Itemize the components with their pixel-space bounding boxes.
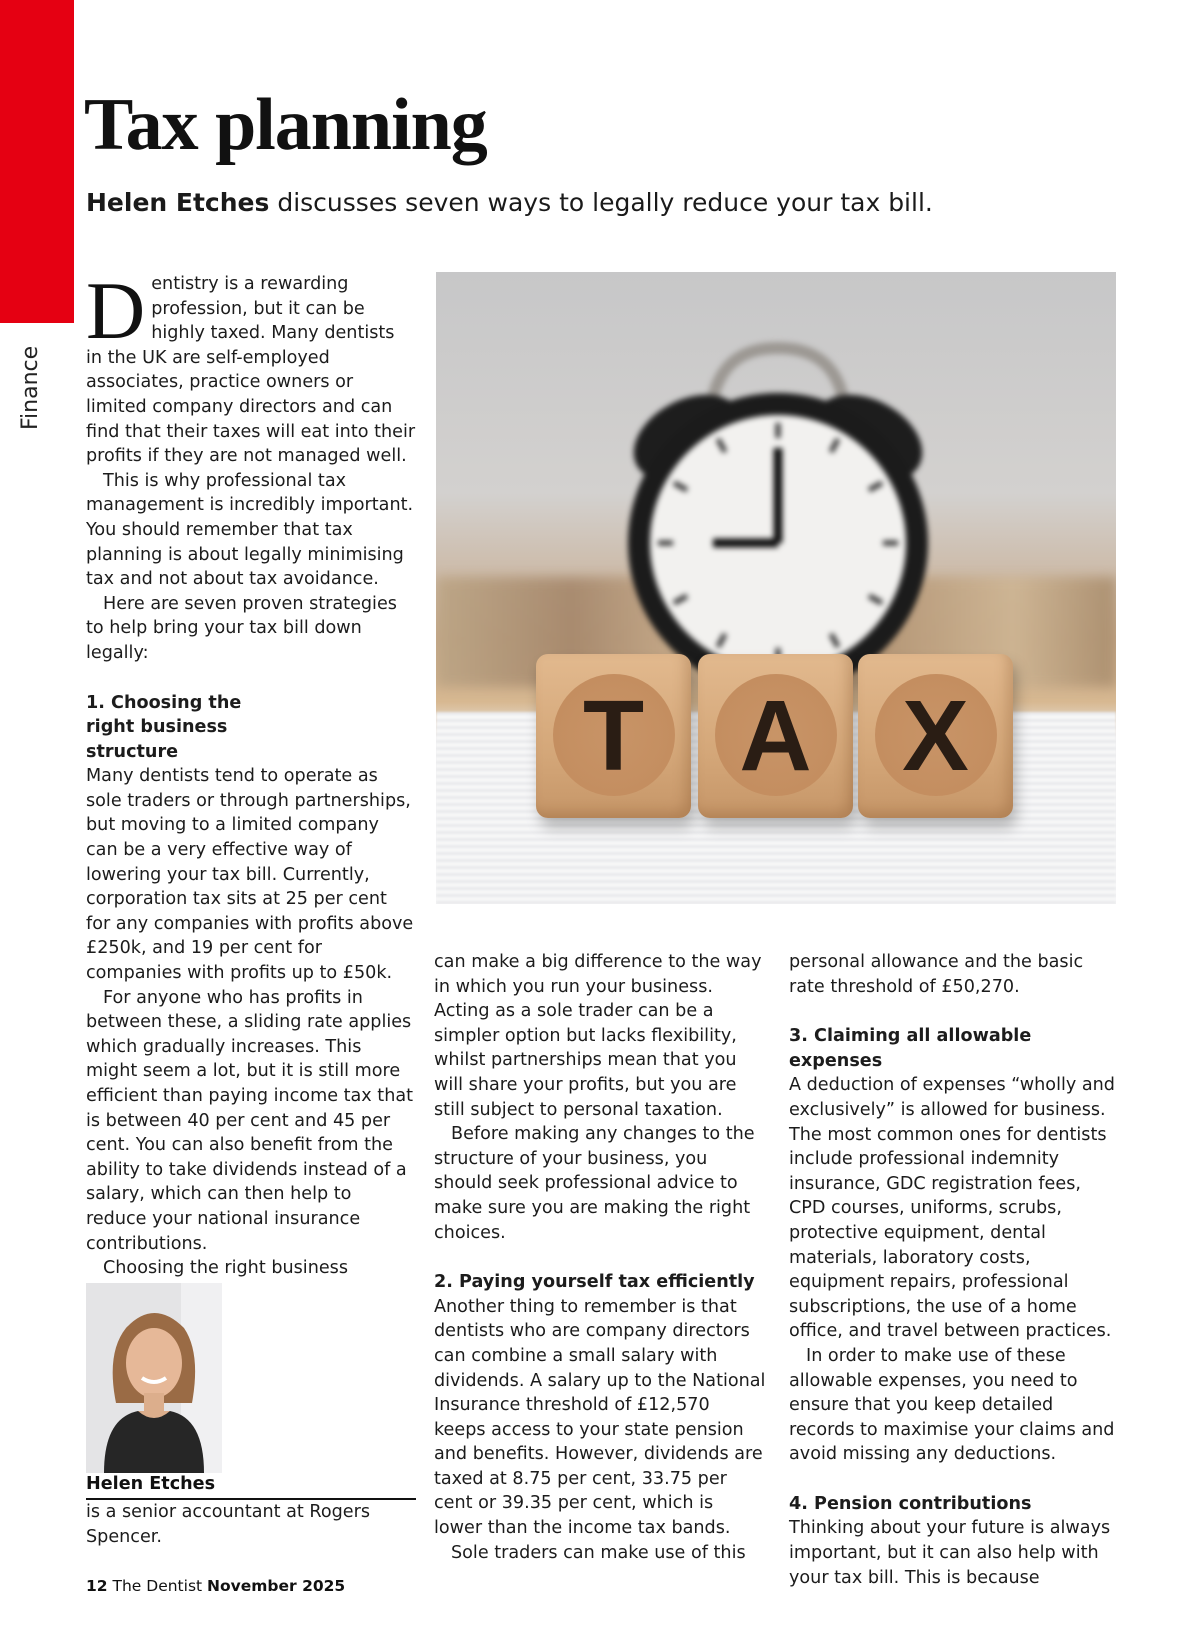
body-paragraph: Choosing the right business bbox=[103, 1258, 349, 1279]
issue-date: November 2025 bbox=[207, 1577, 346, 1595]
standfirst-author: Helen Etches bbox=[86, 188, 270, 217]
body-paragraph: This is why professional tax management is incredibly important. You should remember that tax planning is about legally minimising tax and not about tax avoidance. bbox=[86, 470, 414, 590]
body-paragraph: can make a big difference to the way in which you run your business. Acting as a sole trader can be a simpler option but lacks flexibility, whilst partnerships mean that you will share your profits, but you are still subject to personal taxation. bbox=[434, 952, 762, 1120]
tax-cubes bbox=[536, 654, 1016, 824]
body-paragraph: Another thing to remember is that dentists who are company directors can combine a small salary with dividends. A salary up to the National Insurance threshold of £12,570 keeps access to your state pension and benefits. However, dividends are taxed at 8.75 per cent, 33.75 per cent or 39.35 per cent, which is lower than the income tax bands. bbox=[434, 1296, 766, 1539]
body-paragraph: Sole traders can make use of this bbox=[451, 1542, 746, 1563]
body-paragraph: For anyone who has profits in between these, a sliding rate applies which gradually increases. This might seem a lot, but it is still more efficient than paying income tax that is between 40 per cent and 45 per cent. You can also benefit from the ability to take dividends instead of a salary, which can then help to reduce your national insurance contributions. bbox=[86, 987, 414, 1254]
section-label: Finance bbox=[18, 345, 43, 430]
standfirst-text: discusses seven ways to legally reduce your tax bill. bbox=[269, 188, 933, 217]
author-name: Helen Etches bbox=[86, 1474, 216, 1494]
page-footer bbox=[86, 1577, 345, 1595]
standfirst bbox=[86, 188, 1146, 217]
body-paragraph: Before making any changes to the structure of your business, you should seek professional advice to make sure you are making the right choices. bbox=[434, 1124, 755, 1243]
article-column-3 bbox=[789, 950, 1119, 1590]
article-title: Tax planning bbox=[84, 84, 487, 166]
cube-letter: X bbox=[902, 680, 969, 792]
publication-name: The Dentist bbox=[107, 1577, 208, 1595]
article-column-2 bbox=[434, 950, 766, 1565]
body-paragraph: Thinking about your future is always important, but it can also help with your tax bill. This is because bbox=[789, 1518, 1111, 1588]
page-number: 12 bbox=[86, 1577, 108, 1595]
body-paragraph: In order to make use of these allowable expenses, you need to ensure that you keep detailed records to maximise your claims and avoid missing any deductions. bbox=[789, 1345, 1115, 1465]
wooden-cube bbox=[536, 654, 691, 818]
wooden-cube bbox=[858, 654, 1013, 818]
body-paragraph: Here are seven proven strategies to help bring your tax bill down legally: bbox=[86, 593, 397, 663]
subheading: 2. Paying yourself tax efficiently bbox=[434, 1272, 755, 1293]
body-paragraph: A deduction of expenses “wholly and exclusively” is allowed for business. The most common ones for dentists include professional indemnity insurance, GDC registration fees, CPD courses, uniforms, scrubs, protective equipment, dental materials, laboratory costs, equipment repairs, professional subscriptions, the use of a home office, and travel between practices. bbox=[789, 1075, 1115, 1342]
author-bio: is a senior accountant at Rogers Spencer. bbox=[86, 1502, 371, 1547]
wooden-cube bbox=[698, 654, 853, 818]
author-photo bbox=[86, 1283, 222, 1473]
body-paragraph: personal allowance and the basic rate threshold of £50,270. bbox=[789, 952, 1084, 997]
cube-letter: A bbox=[739, 680, 812, 792]
cube-letter: T bbox=[582, 680, 645, 792]
drop-cap: D bbox=[86, 265, 146, 356]
intro-text: entistry is a rewarding profession, but it can be highly taxed. Many dentists in the UK are self-employed associates, practice owners or limited company directors and can find that their taxes will eat into their profits if they are not managed well. bbox=[86, 274, 416, 467]
subheading: 1. Choosing the right business structure bbox=[86, 692, 242, 762]
subheading: 4. Pension contributions bbox=[789, 1493, 1032, 1514]
hero-image-tax-blocks bbox=[436, 272, 1116, 904]
alarm-clock-icon bbox=[618, 318, 938, 698]
subheading: 3. Claiming all allowable expenses bbox=[789, 1026, 1032, 1071]
body-paragraph: Many dentists tend to operate as sole traders or through partnerships, but moving to a limited company can be a very effective way of lowering your tax bill. Currently, corporation tax sits at 25 per cent for any companies with profits above £250k, and 19 per cent for companies with profits up to £50k. bbox=[86, 766, 414, 984]
article-column-1 bbox=[86, 265, 416, 1305]
section-accent-bar bbox=[0, 0, 74, 323]
intro-paragraph bbox=[86, 265, 416, 469]
